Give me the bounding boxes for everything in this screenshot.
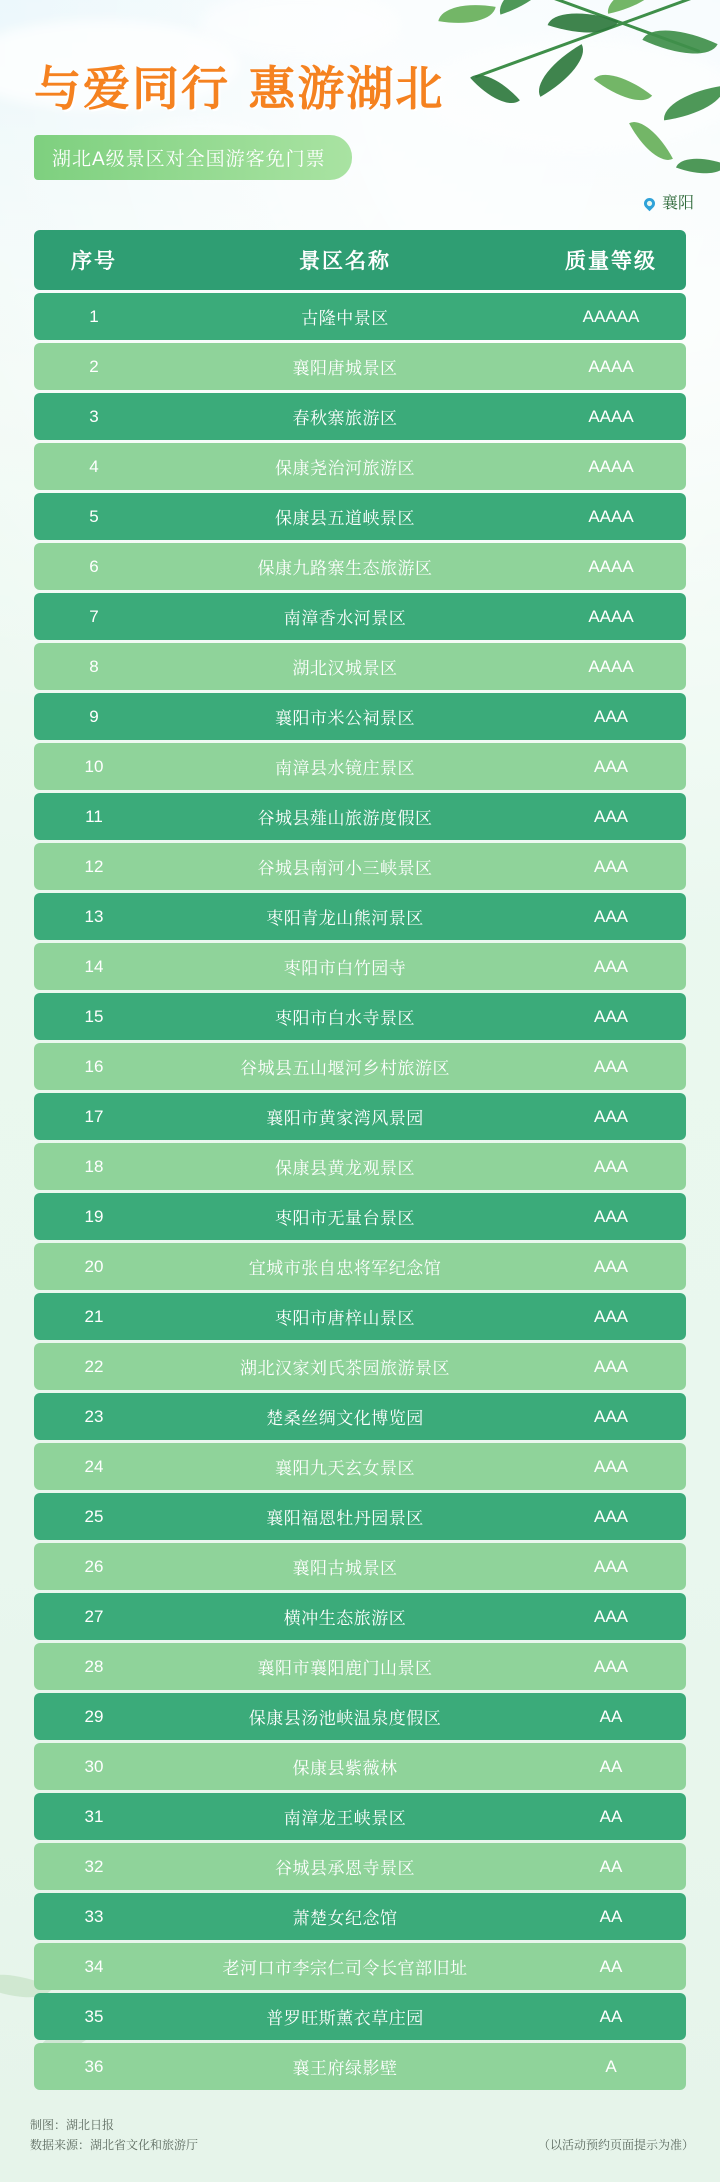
table-row: [34, 1043, 686, 1090]
cell-index: 11: [34, 793, 154, 840]
cell-grade: AAAA: [536, 593, 686, 640]
cell-scenic-name: 谷城县五山堰河乡村旅游区: [154, 1043, 536, 1090]
table-row: [34, 1543, 686, 1590]
table-row: [34, 1893, 686, 1940]
cell-index: 35: [34, 1993, 154, 2040]
cell-scenic-name: 襄阳福恩牡丹园景区: [154, 1493, 536, 1540]
cell-grade: AA: [536, 1843, 686, 1890]
footer-credits: [30, 2115, 198, 2156]
cell-index: 28: [34, 1643, 154, 1690]
cell-index: 25: [34, 1493, 154, 1540]
cell-grade: AAAA: [536, 443, 686, 490]
cell-grade: AA: [536, 1943, 686, 1990]
cell-scenic-name: 春秋寨旅游区: [154, 393, 536, 440]
cell-index: 14: [34, 943, 154, 990]
cell-grade: AAA: [536, 1493, 686, 1540]
table-row: [34, 1193, 686, 1240]
table-row: [34, 1093, 686, 1140]
table-row: [34, 1593, 686, 1640]
cell-grade: AAA: [536, 843, 686, 890]
cell-scenic-name: 枣阳市白竹园寺: [154, 943, 536, 990]
cell-grade: AAA: [536, 1593, 686, 1640]
cell-scenic-name: 南漳县水镜庄景区: [154, 743, 536, 790]
cell-index: 8: [34, 643, 154, 690]
cell-scenic-name: 保康县汤池峡温泉度假区: [154, 1693, 536, 1740]
cell-index: 32: [34, 1843, 154, 1890]
cell-scenic-name: 古隆中景区: [154, 293, 536, 340]
table-row: [34, 743, 686, 790]
cell-grade: AAA: [536, 893, 686, 940]
table-row: [34, 1643, 686, 1690]
cell-grade: AAAA: [536, 393, 686, 440]
table-row: [34, 493, 686, 540]
cell-grade: AAA: [536, 1243, 686, 1290]
table-row: [34, 343, 686, 390]
cell-grade: AA: [536, 1793, 686, 1840]
table-row: [34, 1693, 686, 1740]
table-row: [34, 443, 686, 490]
cell-grade: AAAA: [536, 343, 686, 390]
cell-index: 2: [34, 343, 154, 390]
table-row: [34, 1843, 686, 1890]
cell-scenic-name: 保康县黄龙观景区: [154, 1143, 536, 1190]
cell-grade: AAA: [536, 1443, 686, 1490]
cell-grade: AAA: [536, 1543, 686, 1590]
table-row: [34, 843, 686, 890]
cell-index: 26: [34, 1543, 154, 1590]
cell-scenic-name: 枣阳市无量台景区: [154, 1193, 536, 1240]
cell-grade: AA: [536, 1693, 686, 1740]
cell-index: 19: [34, 1193, 154, 1240]
cell-scenic-name: 襄阳九天玄女景区: [154, 1443, 536, 1490]
location-label: [0, 180, 720, 213]
cell-grade: AAA: [536, 1393, 686, 1440]
cell-scenic-name: 襄阳唐城景区: [154, 343, 536, 390]
cell-index: 23: [34, 1393, 154, 1440]
cell-index: 17: [34, 1093, 154, 1140]
cell-grade: AA: [536, 1893, 686, 1940]
cell-grade: AAA: [536, 1293, 686, 1340]
table-row: [34, 293, 686, 340]
cell-grade: AA: [536, 1743, 686, 1790]
column-header-grade: 质量等级: [536, 230, 686, 290]
cell-scenic-name: 楚桑丝绸文化博览园: [154, 1393, 536, 1440]
cell-scenic-name: 南漳香水河景区: [154, 593, 536, 640]
column-header-name: 景区名称: [154, 230, 536, 290]
table-row: [34, 1243, 686, 1290]
table-row: [34, 793, 686, 840]
cell-index: 10: [34, 743, 154, 790]
cell-grade: AAAA: [536, 543, 686, 590]
table-row: [34, 993, 686, 1040]
cell-scenic-name: 普罗旺斯薰衣草庄园: [154, 1993, 536, 2040]
cell-index: 31: [34, 1793, 154, 1840]
cell-scenic-name: 保康九路寨生态旅游区: [154, 543, 536, 590]
table-row: [34, 393, 686, 440]
cell-index: 24: [34, 1443, 154, 1490]
page-title: 与爱同行 惠游湖北: [34, 62, 445, 117]
cell-scenic-name: 枣阳市白水寺景区: [154, 993, 536, 1040]
cell-index: 7: [34, 593, 154, 640]
cell-scenic-name: 谷城县南河小三峡景区: [154, 843, 536, 890]
cell-grade: AAA: [536, 743, 686, 790]
cell-scenic-name: 保康县五道峡景区: [154, 493, 536, 540]
cell-scenic-name: 襄阳古城景区: [154, 1543, 536, 1590]
cell-index: 36: [34, 2043, 154, 2090]
cell-grade: AA: [536, 1993, 686, 2040]
cell-grade: AAAA: [536, 643, 686, 690]
column-header-index: 序号: [34, 230, 154, 290]
cell-grade: AAA: [536, 1643, 686, 1690]
cell-index: 5: [34, 493, 154, 540]
cell-grade: A: [536, 2043, 686, 2090]
scenic-spots-table: [34, 227, 686, 2093]
cell-scenic-name: 谷城县薤山旅游度假区: [154, 793, 536, 840]
table-row: [34, 593, 686, 640]
table-row: [34, 1393, 686, 1440]
cell-scenic-name: 枣阳青龙山熊河景区: [154, 893, 536, 940]
table-row: [34, 943, 686, 990]
cell-index: 15: [34, 993, 154, 1040]
table-row: [34, 543, 686, 590]
cell-index: 30: [34, 1743, 154, 1790]
cell-grade: AAA: [536, 793, 686, 840]
footer-note: （以活动预约页面提示为准）: [537, 2138, 694, 2153]
cell-index: 6: [34, 543, 154, 590]
cell-scenic-name: 襄王府绿影壁: [154, 2043, 536, 2090]
cell-grade: AAA: [536, 693, 686, 740]
cell-scenic-name: 襄阳市黄家湾风景园: [154, 1093, 536, 1140]
cell-index: 16: [34, 1043, 154, 1090]
footer-credit-line-1: 制图：湖北日报: [30, 2118, 115, 2132]
subtitle-container: [0, 119, 720, 180]
table-row: [34, 1743, 686, 1790]
cell-index: 22: [34, 1343, 154, 1390]
cell-grade: AAA: [536, 1143, 686, 1190]
table-header-row: [34, 230, 686, 290]
cell-index: 4: [34, 443, 154, 490]
table-row: [34, 2043, 686, 2090]
cell-grade: AAAA: [536, 493, 686, 540]
cell-index: 1: [34, 293, 154, 340]
table-row: [34, 1943, 686, 1990]
cell-index: 34: [34, 1943, 154, 1990]
cell-scenic-name: 襄阳市襄阳鹿门山景区: [154, 1643, 536, 1690]
cell-grade: AAA: [536, 943, 686, 990]
table-row: [34, 1343, 686, 1390]
table-row: [34, 893, 686, 940]
cell-grade: AAA: [536, 1093, 686, 1140]
cell-scenic-name: 保康尧治河旅游区: [154, 443, 536, 490]
table-row: [34, 693, 686, 740]
cell-grade: AAA: [536, 1343, 686, 1390]
cell-scenic-name: 横冲生态旅游区: [154, 1593, 536, 1640]
cell-index: 29: [34, 1693, 154, 1740]
cell-scenic-name: 萧楚女纪念馆: [154, 1893, 536, 1940]
table-row: [34, 1993, 686, 2040]
cell-index: 27: [34, 1593, 154, 1640]
cell-grade: AAA: [536, 1193, 686, 1240]
cell-scenic-name: 湖北汉城景区: [154, 643, 536, 690]
subtitle-badge: 湖北A级景区对全国游客免门票: [34, 135, 352, 180]
map-pin-icon: [642, 196, 658, 212]
table-body: [34, 293, 686, 2090]
location-text: 襄阳: [661, 195, 694, 212]
cell-index: 21: [34, 1293, 154, 1340]
cell-scenic-name: 老河口市李宗仁司令长官部旧址: [154, 1943, 536, 1990]
cell-index: 33: [34, 1893, 154, 1940]
cell-scenic-name: 南漳龙王峡景区: [154, 1793, 536, 1840]
table-row: [34, 1493, 686, 1540]
cell-index: 3: [34, 393, 154, 440]
footer-credit-line-2: 数据来源：湖北省文化和旅游厅: [30, 2138, 199, 2153]
table-row: [34, 1293, 686, 1340]
footer: [0, 2093, 720, 2182]
cell-grade: AAAAA: [536, 293, 686, 340]
table-row: [34, 643, 686, 690]
cell-scenic-name: 襄阳市米公祠景区: [154, 693, 536, 740]
cell-index: 13: [34, 893, 154, 940]
cell-index: 18: [34, 1143, 154, 1190]
cell-scenic-name: 谷城县承恩寺景区: [154, 1843, 536, 1890]
cell-index: 9: [34, 693, 154, 740]
cell-scenic-name: 枣阳市唐梓山景区: [154, 1293, 536, 1340]
cell-grade: AAA: [536, 993, 686, 1040]
cell-scenic-name: 宜城市张自忠将军纪念馆: [154, 1243, 536, 1290]
table-row: [34, 1443, 686, 1490]
cell-scenic-name: 保康县紫薇林: [154, 1743, 536, 1790]
table-row: [34, 1793, 686, 1840]
cell-scenic-name: 湖北汉家刘氏茶园旅游景区: [154, 1343, 536, 1390]
cell-grade: AAA: [536, 1043, 686, 1090]
cell-index: 12: [34, 843, 154, 890]
table-row: [34, 1143, 686, 1190]
cell-index: 20: [34, 1243, 154, 1290]
